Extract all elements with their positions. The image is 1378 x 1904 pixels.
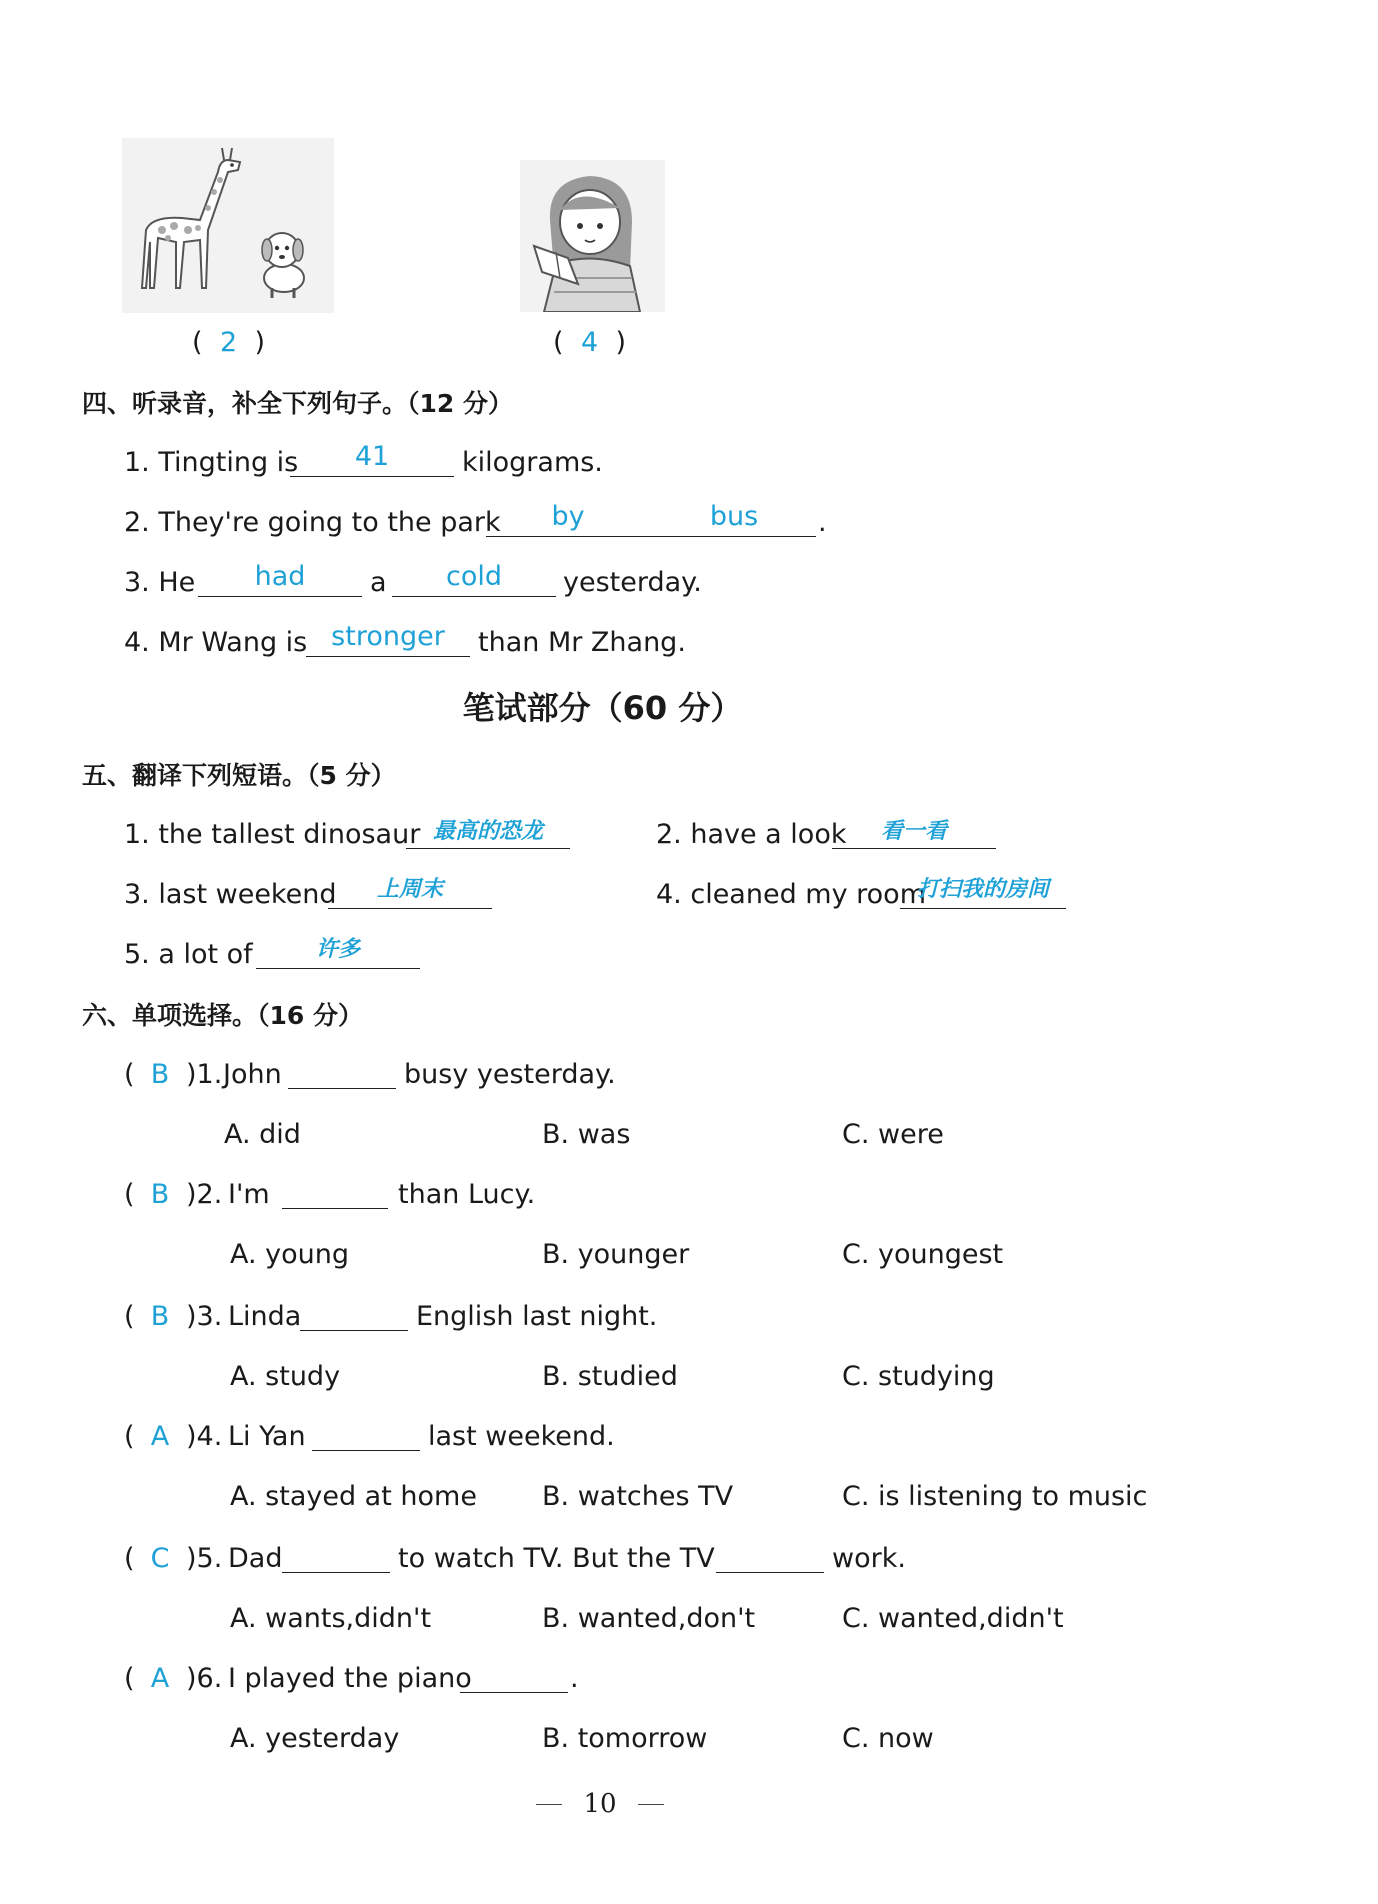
s6-q4-pre: Li Yan — [228, 1421, 306, 1452]
s6-q6-option-a: A. yesterday — [230, 1723, 400, 1754]
s6-q3-blank — [300, 1330, 408, 1331]
s5-item2-answer: 看一看 — [880, 819, 947, 844]
s5-item5-blank — [256, 968, 420, 969]
s6-q3-open-paren: ( — [124, 1301, 135, 1332]
s6-q3-option-a: A. study — [230, 1361, 341, 1392]
s6-q1-option-a: A. did — [224, 1119, 301, 1150]
s4-item3-blank-1 — [198, 596, 362, 597]
s4-item2-blank — [486, 536, 816, 537]
s6-q1-open-paren: ( — [124, 1059, 135, 1090]
s5-item3-question: 3. last weekend — [124, 879, 337, 910]
s6-q3-answer: B — [150, 1301, 170, 1332]
s4-item3-pre: 3. He — [124, 567, 196, 598]
s6-q1-option-b: B. was — [542, 1119, 631, 1150]
s4-item2-answer-2: bus — [709, 501, 759, 532]
section6-title: 六、单项选择。（16 分） — [82, 1001, 363, 1030]
s4-item4-pre: 4. Mr Wang is — [124, 627, 308, 658]
s6-q6-number: )6. — [186, 1663, 223, 1694]
s6-q2-number: )2. — [186, 1179, 223, 1210]
s6-q4-blank — [312, 1450, 420, 1451]
s6-q5-mid: to watch TV. But the TV — [398, 1543, 715, 1574]
s6-q5-pre: Dad — [228, 1543, 283, 1574]
s6-q1-blank — [288, 1088, 396, 1089]
s6-q2-open-paren: ( — [124, 1179, 135, 1210]
s6-q2-answer: B — [150, 1179, 170, 1210]
s4-item1-blank — [290, 476, 454, 477]
s4-item3-answer-1: had — [254, 561, 306, 592]
s4-item1-answer: 41 — [354, 441, 390, 472]
s6-q6-post: . — [570, 1663, 579, 1694]
s6-q6-option-b: B. tomorrow — [542, 1723, 708, 1754]
s6-q2-option-c: C. youngest — [842, 1239, 1004, 1270]
picture-answer-value: 4 — [580, 327, 599, 358]
s5-item4-question: 4. cleaned my room — [656, 879, 926, 910]
s6-q2-pre: I'm — [228, 1179, 270, 1210]
s5-item3-answer: 上周末 — [376, 877, 443, 902]
s4-item3-answer-2: cold — [445, 561, 502, 592]
s6-q5-option-b: B. wanted,don't — [542, 1603, 756, 1634]
s6-q1-answer: B — [150, 1059, 170, 1090]
s5-item4-answer: 打扫我的房间 — [916, 877, 1049, 902]
s6-q5-blank-2 — [716, 1572, 824, 1573]
s6-q4-option-a: A. stayed at home — [230, 1481, 477, 1512]
s6-q6-pre: I played the piano — [228, 1663, 472, 1694]
s6-q4-option-b: B. watches TV — [542, 1481, 734, 1512]
s6-q6-answer: A — [150, 1663, 170, 1694]
s6-q2-option-a: A. young — [230, 1239, 350, 1270]
s6-q6-open-paren: ( — [124, 1663, 135, 1694]
s6-q1-pre: John — [223, 1059, 282, 1090]
s5-item5-answer: 许多 — [315, 937, 360, 962]
s5-item1-blank — [406, 848, 570, 849]
written-part-title: 笔试部分（60 分） — [462, 689, 743, 727]
s4-item3-post: yesterday. — [563, 567, 702, 598]
section5-title: 五、翻译下列短语。（5 分） — [82, 761, 396, 790]
s6-q5-number: )5. — [186, 1543, 223, 1574]
s5-item1-question: 1. the tallest dinosaur — [124, 819, 421, 850]
s6-q5-blank-1 — [282, 1572, 390, 1573]
s4-item4-blank — [306, 656, 470, 657]
s5-item1-answer: 最高的恐龙 — [432, 819, 543, 844]
section4-title: 四、听录音，补全下列句子。（12 分） — [82, 389, 513, 418]
page-number-left-dash — [536, 1804, 562, 1805]
s5-item2-blank — [832, 848, 996, 849]
s6-q2-post: than Lucy. — [398, 1179, 536, 1210]
s6-q5-open-paren: ( — [124, 1543, 135, 1574]
picture-answer-value: 2 — [219, 327, 238, 358]
page-number-right-dash — [638, 1804, 664, 1805]
s5-item3-blank — [328, 908, 492, 909]
picture-answer-1: ( 2 ) — [192, 327, 266, 358]
s4-item3-mid: a — [370, 567, 387, 598]
s4-item1-post: kilograms. — [462, 447, 603, 478]
s6-q3-option-c: C. studying — [842, 1361, 995, 1392]
s6-q4-open-paren: ( — [124, 1421, 135, 1452]
s5-item2-question: 2. have a look — [656, 819, 847, 850]
s4-item2-post: . — [818, 507, 827, 538]
s6-q5-option-a: A. wants,didn't — [230, 1603, 432, 1634]
s6-q5-option-c: C. wanted,didn't — [842, 1603, 1064, 1634]
s6-q3-number: )3. — [186, 1301, 223, 1332]
s6-q1-option-c: C. were — [842, 1119, 944, 1150]
picture-answer-2: ( 4 ) — [553, 327, 627, 358]
s6-q4-post: last weekend. — [428, 1421, 615, 1452]
girl-reading-picture — [520, 160, 665, 312]
s6-q3-option-b: B. studied — [542, 1361, 678, 1392]
s5-item5-question: 5. a lot of — [124, 939, 253, 970]
s6-q4-option-c: C. is listening to music — [842, 1481, 1148, 1512]
s4-item3-blank-2 — [392, 596, 556, 597]
s6-q1-number: )1. — [186, 1059, 223, 1090]
s6-q6-option-c: C. now — [842, 1723, 934, 1754]
s4-item4-post: than Mr Zhang. — [478, 627, 686, 658]
s6-q3-post: English last night. — [416, 1301, 658, 1332]
s5-item4-blank — [900, 908, 1066, 909]
giraffe-dog-picture — [122, 138, 334, 313]
s6-q2-blank — [282, 1208, 388, 1209]
s6-q5-post: work. — [832, 1543, 906, 1574]
s4-item1-pre: 1. Tingting is — [124, 447, 299, 478]
page-number: 10 — [583, 1789, 617, 1819]
s6-q6-blank — [460, 1692, 568, 1693]
s6-q3-pre: Linda — [228, 1301, 302, 1332]
s6-q2-option-b: B. younger — [542, 1239, 690, 1270]
s6-q5-answer: C — [150, 1543, 170, 1574]
s6-q4-number: )4. — [186, 1421, 223, 1452]
s6-q1-post: busy yesterday. — [404, 1059, 616, 1090]
s6-q4-answer: A — [150, 1421, 170, 1452]
s4-item2-pre: 2. They're going to the park — [124, 507, 501, 538]
s4-item4-answer: stronger — [331, 621, 445, 652]
s4-item2-answer-1: by — [551, 501, 585, 532]
